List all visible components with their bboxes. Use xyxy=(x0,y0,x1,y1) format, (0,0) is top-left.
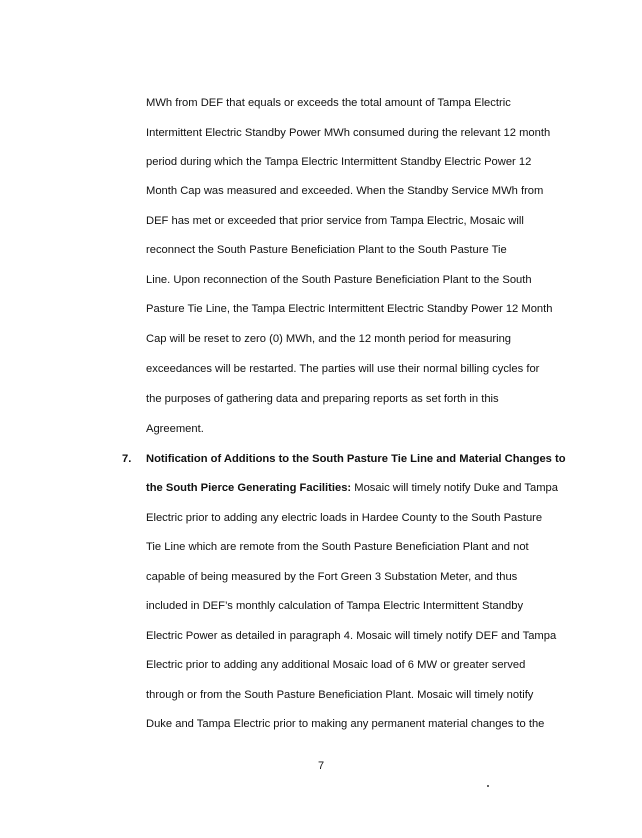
section-number: 7. xyxy=(122,453,132,465)
text-line: Duke and Tampa Electric prior to making any permanent material changes to the xyxy=(146,718,545,730)
section-heading-continuation xyxy=(146,481,558,495)
text-line: exceedances will be restarted. The parties will use their normal billing cycles for xyxy=(146,363,540,375)
text-line: DEF has met or exceeded that prior service from Tampa Electric, Mosaic will xyxy=(146,215,524,227)
text-line: period during which the Tampa Electric Intermittent Standby Electric Power 12 xyxy=(146,156,532,168)
section-body-start: Mosaic will timely notify Duke and Tampa xyxy=(351,482,558,494)
text-line: Tie Line which are remote from the South Pasture Beneficiation Plant and not xyxy=(146,541,529,553)
text-line: Electric prior to adding any additional Mosaic load of 6 MW or greater served xyxy=(146,659,526,671)
scan-speck xyxy=(487,785,489,787)
text-line: Cap will be reset to zero (0) MWh, and the 12 month period for measuring xyxy=(146,333,512,345)
text-line: Intermittent Electric Standby Power MWh consumed during the relevant 12 month xyxy=(146,127,551,139)
text-line: included in DEF’s monthly calculation of Tampa Electric Intermittent Standby xyxy=(146,600,524,612)
text-line: capable of being measured by the Fort Green 3 Substation Meter, and thus xyxy=(146,571,518,583)
text-line: Month Cap was measured and exceeded. When the Standby Service MWh from xyxy=(146,185,544,197)
text-line: Electric Power as detailed in paragraph 4. Mosaic will timely notify DEF and Tampa xyxy=(146,630,557,642)
page-number: 7 xyxy=(317,760,325,772)
text-line: Electric prior to adding any electric loads in Hardee County to the South Pasture xyxy=(146,512,543,524)
text-line: Pasture Tie Line, the Tampa Electric Intermittent Electric Standby Power 12 Month xyxy=(146,303,553,315)
text-line: through or from the South Pasture Beneficiation Plant. Mosaic will timely notify xyxy=(146,689,534,701)
text-line: Agreement. xyxy=(146,423,204,435)
section-heading-end: the South Pierce Generating Facilities: xyxy=(146,482,352,494)
section-heading: Notification of Additions to the South Pasture Tie Line and Material Changes to xyxy=(146,453,566,465)
text-line: reconnect the South Pasture Beneficiation Plant to the South Pasture Tie xyxy=(146,244,507,256)
text-line: Line. Upon reconnection of the South Pasture Beneficiation Plant to the South xyxy=(146,274,532,286)
text-line: MWh from DEF that equals or exceeds the total amount of Tampa Electric xyxy=(146,97,511,109)
text-line: the purposes of gathering data and preparing reports as set forth in this xyxy=(146,393,499,405)
